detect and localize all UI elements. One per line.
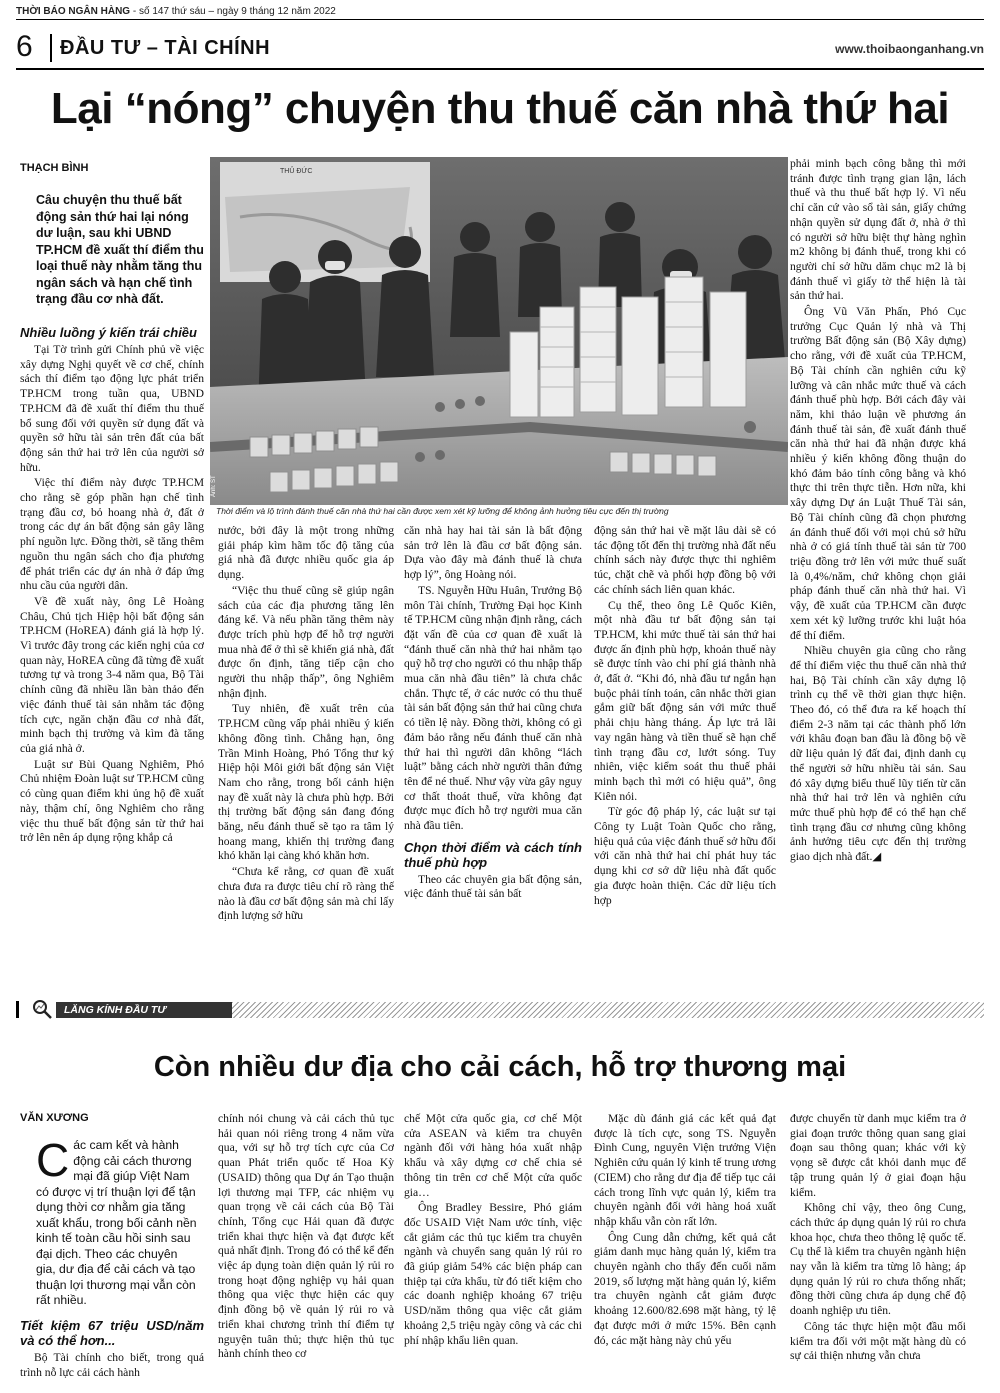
photo-credit: Ảnh: ST [211,475,217,497]
article2-lead-text: ác cam kết và hành động cải cách thương mại đã giúp Việt Nam có được vị trí thuận lợi để tận dụng thời cơ nhằm gia tăng xuất khẩu, trong bối cảnh nền kinh tế toàn cầu hồi sinh sau đại dịch. Theo các chuyên gia, dư địa để cải cách và tạo thuận lợi thương mại vẫn còn rất nhiều. [36,1138,197,1307]
paragraph: Về đề xuất này, ông Lê Hoàng Châu, Chủ tịch Hiệp hội bất động sản TP.HCM (HoREA) đánh giá là hợp lý. Vì trước đây trong các kiến nghị của cơ quan này, HoREA cũng đã từng đề xuất tương tự và trong 3-4 năm qua, Bộ Tài chính cũng đã nhiều lần bàn thảo đến việc đánh thuế tài sản nhằm tác động tích cực, ngăn chặn đầu cơ nhà đất, minh bạch thị trường và kìm đà tăng của giá nhà ở. [20,594,204,755]
dropcap: C [36,1134,70,1186]
article1-lead: Câu chuyện thu thuế bất động sản thứ hai lại nóng dư luận, sau khi UBND TP.HCM đề xuất thí điểm thu loại thuế này nhằm tăng thu ngân sách và hạn chế tình trạng đầu cơ nhà đất. [36,193,204,306]
paragraph: Việc thí điểm này được TP.HCM cho rằng sẽ góp phần hạn chế tình trạng đầu cơ, bỏ hoang nhà ở, đất ở trong các dự án bất động sản gây lãng phí nguồn lực. Đồng thời, sẽ tăng thêm nguồn thu ngân sách cho địa phương để phát triển các dự án nhà ở đáp ứng nhu cầu của người dân. [20,476,204,593]
page-number-divider [50,34,52,62]
photo-map-label: THỦ ĐỨC [280,168,313,175]
paragraph: Bộ Tài chính cho biết, trong quá trình nỗ lực cải cách hành [20,1351,204,1379]
article2-column-3 [404,1112,582,1390]
paragraph: “Việc thu thuế cũng sẽ giúp ngân sách của các địa phương tăng lên đáng kể. Và nếu phần tăng thêm này được trích phù hợp để hỗ trợ người mua nhà để ở thì sẽ khiến giá nhà, đất được ổn định, tăng tiếp cận cho người thu nhập thấp”, ông Nghiêm nhận định. [218,583,394,700]
article2-lead [36,1134,200,1309]
column-band [16,996,984,1022]
paragraph: Công tác thực hiện một đầu mối kiểm tra đối với một mặt hàng dù có sự cải thiện nhưng vẫn chưa [790,1319,966,1363]
paragraph [790,644,966,865]
article1-column-2 [218,524,394,984]
article1-photo [210,157,788,505]
paragraph: chính nói chung và cải cách thủ tục hải quan nói riêng trong 4 năm vừa qua, với sự hỗ trợ tích cực của Cơ quan Phát triển quốc tế Hoa Kỳ (USAID) thông qua Dự án Tạo thuận lợi thương mại TFP, các nhiệm vụ quan trọng về cải cách của Bộ Tài chính, Tổng cục Hải quan đã được triển khai thực hiện và đạt được kết quả nhất định. Trong đó có thể kể đến việc áp dụng toàn diện quản lý rủi ro trong hoạt động nghiệp vụ hải quan thông qua việc thực hiện các quy định đồng bộ về quản lý rủi ro và triển khai chương trình thí điểm tự nguyện tuân thủ; thực hiện thủ tục hành chính theo cơ [218,1112,394,1361]
page-number: 6 [16,30,33,63]
issue-info: - số 147 thứ sáu – ngày 9 tháng 12 năm 2022 [130,6,336,17]
article1-column-5 [790,157,966,982]
paragraph: “Chưa kể rằng, cơ quan đề xuất chưa đưa ra được tiêu chí rõ ràng thế nào là đầu cơ bất động sản mà chỉ lấy định lượng sở hữu [218,865,394,923]
band-hatch [232,1002,984,1018]
paragraph: được chuyển từ danh mục kiểm tra ở giai đoạn trước thông quan sang giai đoạn sau thông quan; khác với kỳ vọng sẽ được cắt khỏi danh mục để tập trung quản lý ở giai đoạn hậu kiểm. [790,1112,966,1199]
paragraph: nước, bởi đây là một trong những giải pháp kìm hãm tốc độ tăng của giá nhà đã được nhiều quốc gia áp dụng. [218,524,394,582]
paragraph: Tuy nhiên, đề xuất trên của TP.HCM cũng vấp phải nhiều ý kiến không đồng tình. Chẳng hạn, ông Trần Minh Hoàng, Phó Tổng thư ký Hiệp hội Môi giới bất động sản Việt Nam cho rằng, trong bối cảnh hiện nay đề xuất này là chưa phù hợp. Bởi thị trường bất động sản đang đóng băng, nếu đánh thuế sẽ tạo ra tâm lý hoang mang, khiến thị trường đang khó khăn lại càng khó khăn hơn. [218,702,394,863]
band-bracket [16,1001,30,1018]
paragraph: căn nhà hay hai tài sản là bất động sản trở lên là đầu cơ bất động sản. Dựa vào đây mà đánh thuế là chưa hợp lý”, ông Hoàng nói. [404,524,582,582]
section-header [16,30,984,70]
section-title: ĐẦU TƯ – TÀI CHÍNH [60,37,271,59]
article2-column-1 [20,1318,204,1390]
paragraph: động sản thứ hai về mặt lâu dài sẽ có tác động tốt đến thị trường nhà đất nếu chính sách này được thực thi nghiêm túc, chặt chẽ và phối hợp đồng bộ với các chính sách liên quan khác. [594,524,776,596]
paragraph: Luật sư Bùi Quang Nghiêm, Phó Chủ nhiệm Đoàn luật sư TP.HCM cũng có cùng quan điểm khi ủng hộ đề xuất này, thậm chí, ông Nghiêm cho rằng việc thu thuế bất động sản từ thứ hai trở lên nên áp dụng rộng khắp cả [20,757,204,845]
article2-subhead: Tiết kiệm 67 triệu USD/năm và có thể hơn... [20,1318,204,1348]
article1-headline: Lại “nóng” chuyện thu thuế căn nhà thứ hai [50,84,950,133]
article1-caption: Thời điểm và lộ trình đánh thuế căn nhà thứ hai cần được xem xét kỹ lưỡng để không ảnh hưởng tiêu cực đến thị trường [216,506,669,516]
paragraph: Mặc dù đánh giá các kết quả đạt được là tích cực, song TS. Nguyễn Đình Cung, nguyên Viện trưởng Viện Nghiên cứu quản lý kinh tế trung ương (CIEM) cho rằng dư địa để tiếp tục cải cách trong lĩnh vực quản lý, kiểm tra chuyên ngành đối với hàng hoá xuất nhập khẩu vẫn còn rất lớn. [594,1112,776,1228]
paragraph: Không chỉ vậy, theo ông Cung, cách thức áp dụng quản lý rủi ro chưa khoa học, chưa theo thông lệ quốc tế. Cụ thể là kiểm tra chuyên ngành hiện nay vẫn là kiểm tra từng lô hàng; áp dụng quản lý rủi ro chưa thống nhất; đồng thời cũng chưa áp dụng chế độ doanh nghiệp ưu tiên. [790,1201,966,1318]
paragraph: Từ góc độ pháp lý, các luật sư tại Công ty Luật Toàn Quốc cho rằng, hiệu quả của việc đánh thuế sở hữu đối với căn nhà thứ hai chỉ phát huy tác dụng khi cơ sở dữ liệu nhà đất quốc gia được hoàn thiện. Các dữ liệu tích hợp [594,805,776,907]
paragraph: Ông Vũ Văn Phấn, Phó Cục trưởng Cục Quản lý nhà và Thị trường Bất động sản (Bộ Xây dựng) cho rằng, với đề xuất của TP.HCM, Bộ Tài chính cần nghiên cứu kỹ lưỡng và cân nhắc mức thuế và cách đánh thuế phù hợp. Bởi cách đây vài năm, khi thảo luận về phương án đánh thuế tài sản, đề xuất đánh thuế căn nhà thứ hai đã nhận được khá nhiều ý kiến không đồng thuận do khó đảm bảo tính công bằng và khó thực thi trên thực tiễn. Hơn nữa, khi xây dựng Dự án Luật Thuế Tài sản, Bộ Tài chính cũng đã chọn phương án đánh thuế đối với mọi chủ sở hữu nhà ở có giá tính thuế tài sản từ 700 triệu đồng trở lên với mức thuế suất là 0,4%/năm, chứ không chọn giải pháp đánh thuế căn nhà thứ hai. Vì vậy, đề xuất của TP.HCM cần được xem xét kỹ lưỡng trước khi luật hóa để thí điểm. [790,305,966,642]
paragraph: phải minh bạch công bằng thì mới tránh được tình trạng gian lận, lách thuế và thu thuế bất hợp lý. Vì nếu chỉ căn cứ vào sổ tài sản, giấy chứng nhận quyền sử dụng đất ở, nhà ở thì có người sở hữu biệt thự hàng nghìn m2 không bị đánh thuế, trong khi có người chỉ sở hữu dăm chục m2 là bị đánh thuế vì giấy tờ thể hiện là tài sản thứ hai. [790,157,966,303]
article1-column-1 [20,325,204,980]
article1-subhead-1: Nhiều luồng ý kiến trái chiều [20,325,197,340]
end-mark: ◢ [872,850,882,864]
photo-real-estate-model [210,157,788,505]
paragraph: chế Một cửa quốc gia, cơ chế Một cửa ASEAN và kiểm tra chuyên ngành đối với hàng hóa xuất nhập khẩu và xây dựng cơ chế chia sẻ thông tin trên cơ chế Một cửa quốc gia… [404,1112,582,1199]
article2-headline: Còn nhiều dư địa cho cải cách, hỗ trợ thương mại [153,1051,847,1083]
article1-column-3 [404,524,582,984]
paragraph: Theo các chuyên gia bất động sản, việc đánh thuế tài sản bất [404,872,582,901]
article2-column-4 [594,1112,776,1390]
article2-column-2 [218,1112,394,1390]
paragraph: Ông Cung dẫn chứng, kết quả cắt giảm danh mục hàng quản lý, kiểm tra chuyên ngành cho thấy đến cuối năm 2019, số lượng mặt hàng quản lý, kiểm tra chuyên ngành cắt giảm được khoảng 12.600/82.698 mặt hàng, tỷ lệ đạt được mới ở mức 15%. Bên cạnh đó, các mặt hàng này chủ yếu [594,1230,776,1347]
article1-author: THẠCH BÌNH [20,162,89,174]
masthead-strip [16,6,984,20]
paragraph: Cụ thể, theo ông Lê Quốc Kiên, một nhà đầu tư bất động sản tại TP.HCM, khi mức thuế tài sản thứ hai được ấn định phù hợp, khoản thuế này sẽ được tính vào chi phí giá thành nhà ở, đất ở. “Khi đó, nhà đầu tư ngắn hạn buộc phải tính toán, cân nhắc thời gian gắm giữ bất động sản với mức thuế phải chịu hàng tháng. Áp lực trả lãi vay ngân hàng và tiền thuế sẽ hạn chế tình trạng đầu cơ, lướt sóng. Tuy nhiên, việc kiểm soát thu thuế phải minh bạch thì mới có hiệu quả”, ông Kiên nói. [594,598,776,803]
magnifier-icon [30,998,54,1020]
article1-column-4 [594,524,776,984]
article2-author: VĂN XƯƠNG [20,1112,89,1124]
article1-subhead-2: Chọn thời điểm và cách tính thuế phù hợp [404,839,582,870]
article2-column-5 [790,1112,966,1390]
website-url: www.thoibaonganhang.vn [835,42,984,56]
paragraph: Ông Bradley Bessire, Phó giám đốc USAID Việt Nam ước tính, việc cắt giảm các thủ tục kiểm tra chuyên ngành và chuyển sang quản lý rủi ro đã giúp giảm 54% các biện pháp can thiệp tại cửa khẩu, từ đó tiết kiệm cho các doanh nghiệp khoảng 67 triệu USD/năm thông qua việc cắt giảm khoảng 2,5 triệu ngày công và các chi phí nhập khẩu liên quan. [404,1201,582,1347]
paragraph-text: Nhiều chuyên gia cũng cho rằng để thí điểm việc thu thuế căn nhà thứ hai, Bộ Tài chính cần xây dựng lộ trình cụ thể về thời gian thực hiện. Theo đó, có thể đưa ra kế hoạch thí điểm 2-3 năm tại các thành phố lớn với khâu đoạn ban đầu là đồng bộ về dữ liệu quản lý đất đai, định danh cụ thể người sở hữu nhiều tài sản. Sau đó xây dựng biểu thuế lũy tiến từ căn nhà thứ hai trở lên và nghiên cứu mức thuế phù hợp để có thể hạn chế tình trạng đầu cơ nhưng cũng không ảnh hưởng tiêu cực đến thị trường giao dịch nhà đất. [790,644,966,864]
paragraph: TS. Nguyễn Hữu Huân, Trưởng Bộ môn Tài chính, Trường Đại học Kinh tế TP.HCM cũng nhận định rằng, cách đặt vấn đề của cơ quan đề xuất là “đánh thuế căn nhà thứ hai nhằm tạo quỹ hỗ trợ cho người có thu nhập thấp mua căn nhà đầu tiên” là chưa chắc chắn. Thực tế, ở các nước có thu thuế tài sản bất động sản thứ hai cũng chưa có tiền lệ này. Đồng thời, không có gì đảm bảo rằng nếu đánh thuế căn nhà thứ hai thì người dân không “lách luật” bằng cách nhờ người thân đứng tên để né thuế. Như vậy vừa gây nguy cơ thất thoát thuế, vừa không đạt được mục đích hỗ trợ người mua căn nhà đầu tiên. [404,583,582,833]
paragraph: Tại Tờ trình gửi Chính phủ về việc xây dựng Nghị quyết về cơ chế, chính sách thí điểm tạo động lực phát triển TP.HCM trong tuần qua, UBND TP.HCM đã đề xuất thí điểm thu thuế bổ sung đối với quyền sử dụng đất và quyền sở hữu tài sản trên đất của bất động sản thứ hai trở lên của người sở hữu. [20,343,204,474]
column-band-label: LĂNG KÍNH ĐẦU TƯ [56,1002,232,1018]
paper-name: THỜI BÁO NGÂN HÀNG [16,6,131,17]
